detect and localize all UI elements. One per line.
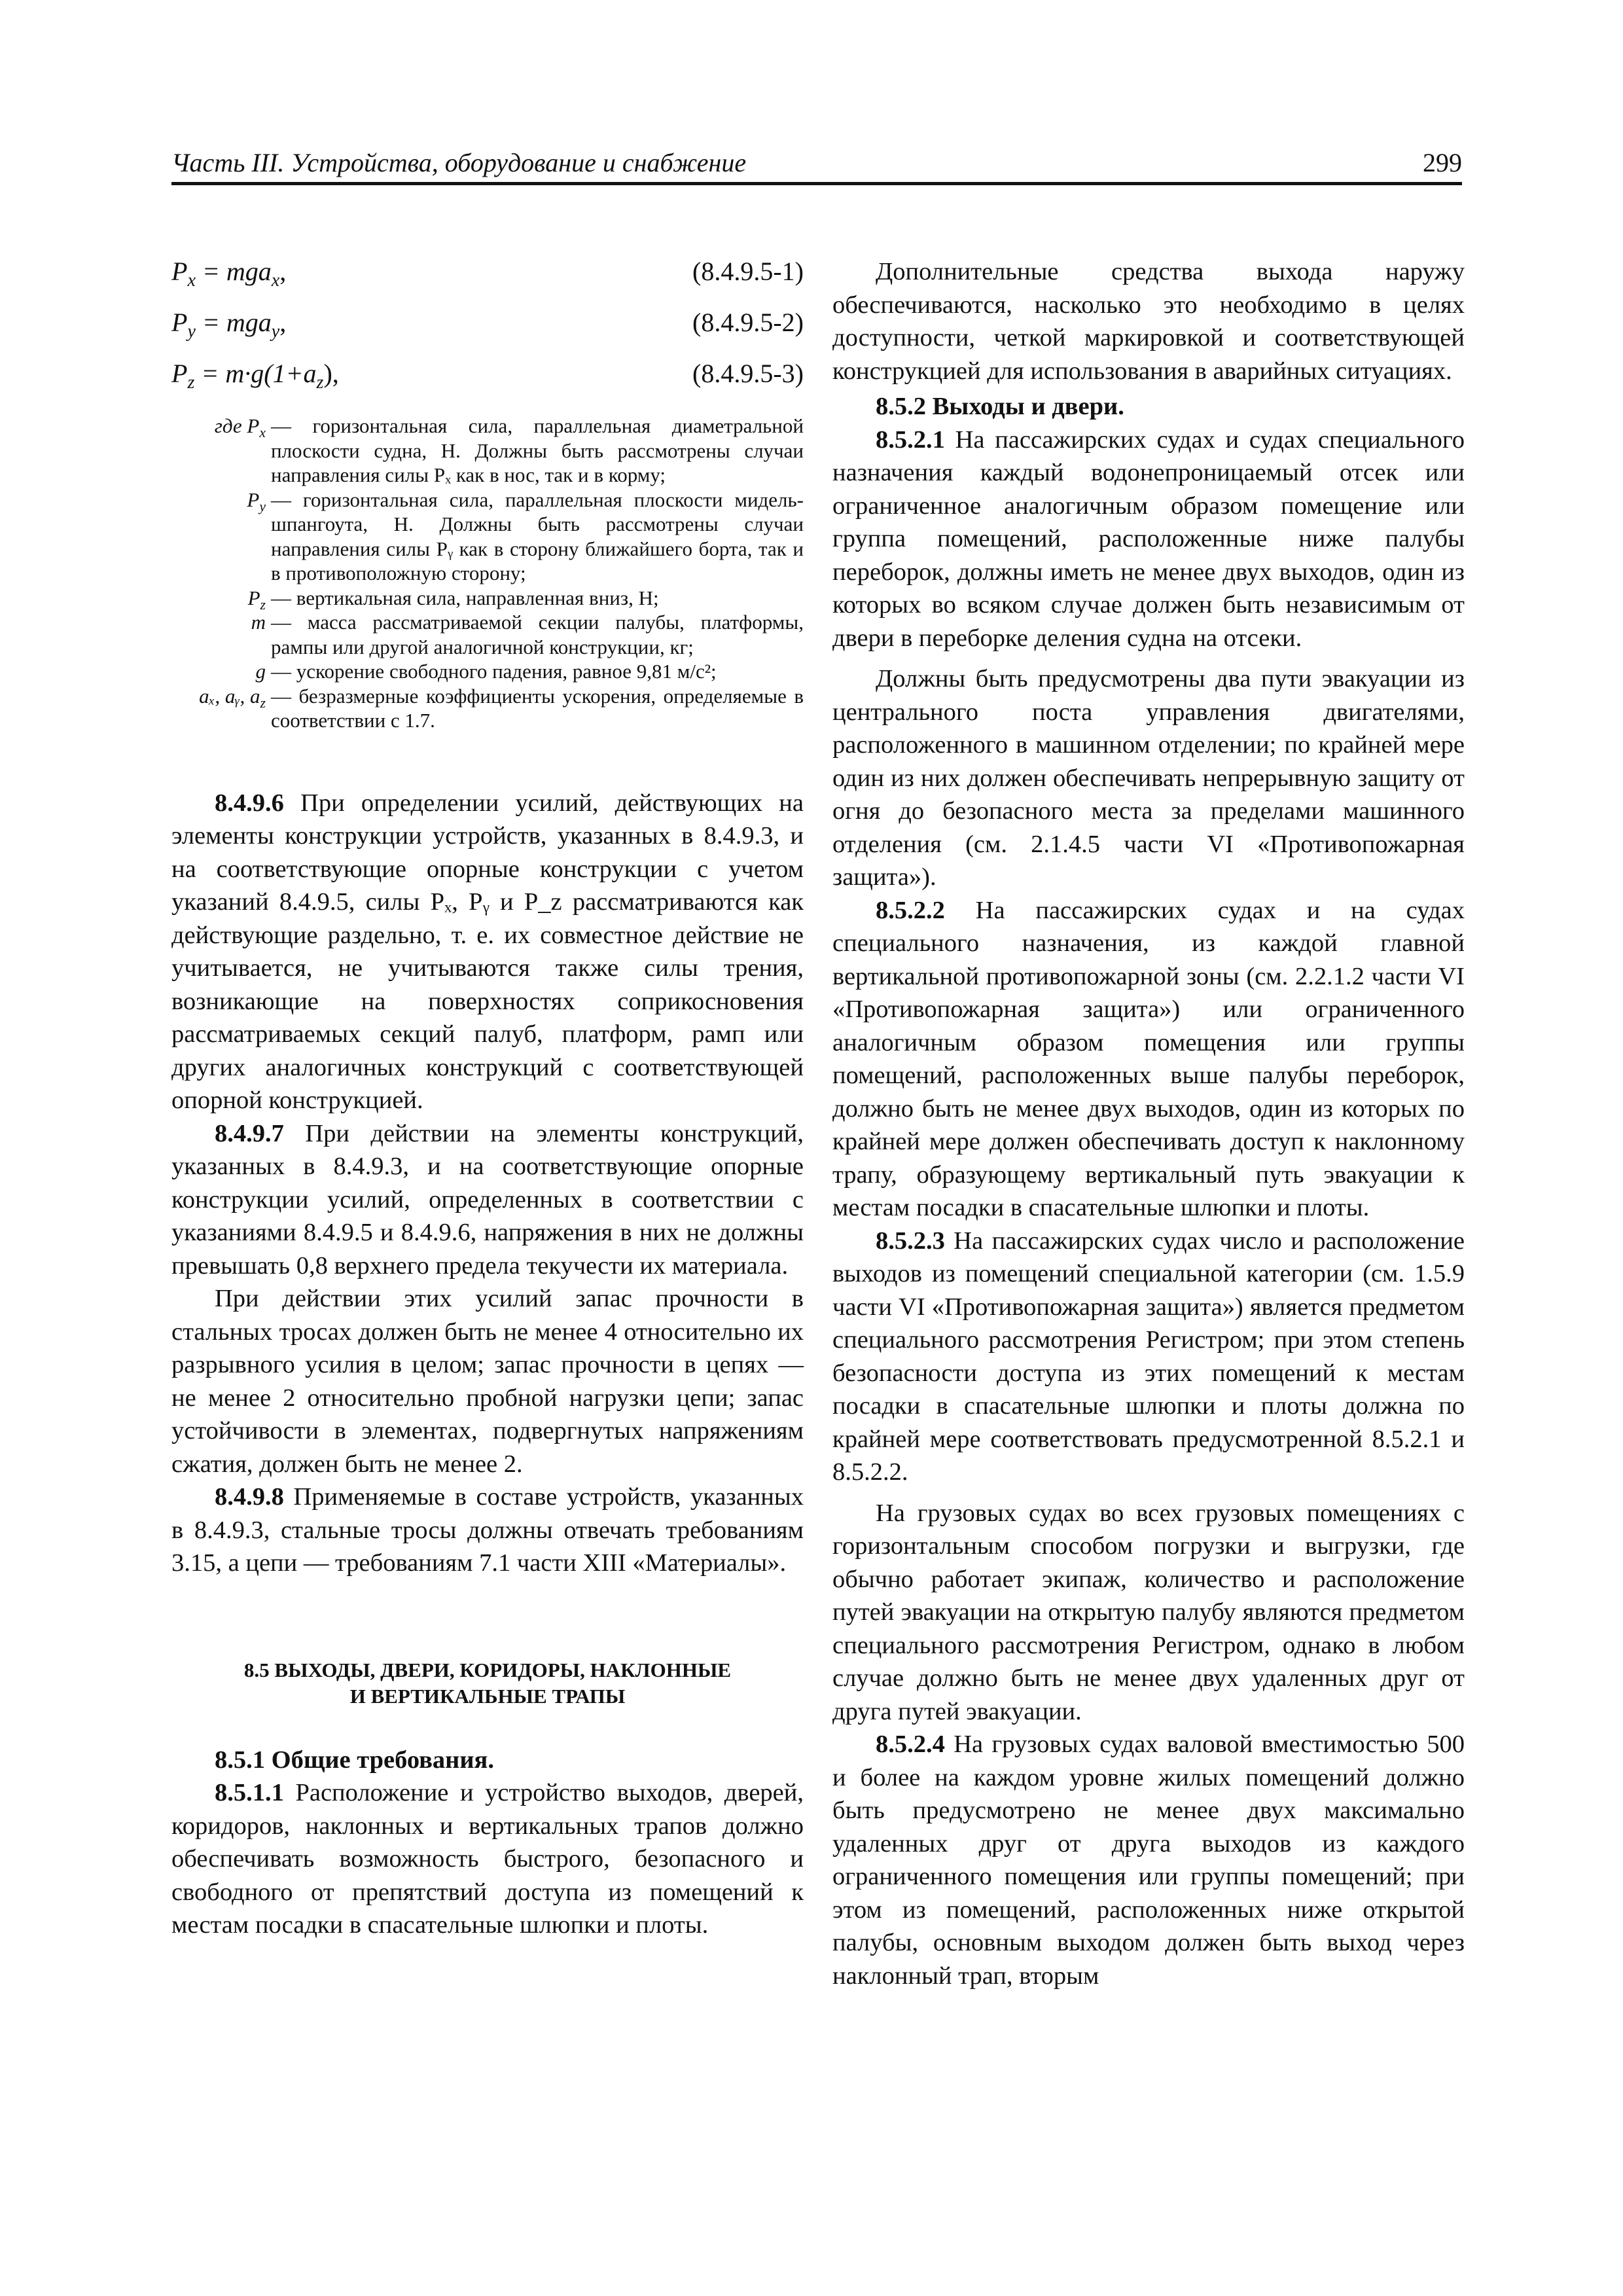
running-header (171, 143, 1462, 185)
paragraph-8-5-2-4: 8.5.2.4 На грузовых судах валовой вместимостью 500 и более на каждом уровне жилых помещений должно быть предусмотрено не менее двух максимально удаленных друг от друга выходов из каждого ограниченного помещения или группы помещений; при этом из помещений, расположенных ниже открытой палубы, основным выходом должен быть выход через наклонный трап, вторым (832, 1731, 1465, 1990)
equation-3: $P_z = m\cdot g(1+a_z)$, (8.4.9.5-3) (171, 359, 804, 393)
paragraph-8-5-1-1: 8.5.1.1 Расположение и устройство выходов, дверей, коридоров, наклонных и вертикальных трапов должно обеспечивать возможность быстрого, безопасного и свободного от препятствий доступа из помещений к местам посадки в спасательные шлюпки и плоты. (171, 1779, 804, 1939)
equation-2: $P_y = mga_y$, (8.4.9.5-2) (171, 308, 804, 342)
subsection-title-8-5-2: 8.5.2 Выходы и двери. (876, 393, 1124, 420)
paragraph-8-4-9-7-cont: При действии этих усилий запас прочности в стальных тросах должен быть не менее 4 относительно их разрывного усилия в целом; запас прочности в цепях — не менее 2 относительно пробной нагрузки цепи; запас устойчивости в элементах, подвергнутых напряжениям сжатия, должен быть не менее 2. (171, 1285, 804, 1478)
right-column (832, 255, 1465, 1992)
definition-g: g — ускорение свободного падения, равное 9,81 м/с²; (255, 660, 717, 683)
paragraph-8-4-9-8: 8.4.9.8 Применяемые в составе устройств, указанных в 8.4.9.3, стальные тросы должны отвечать требованиям 3.15, а цепи — требованиям 7.1 части XIII «Материалы». (171, 1483, 804, 1577)
paragraph-8-5-2-2: 8.5.2.2 На пассажирских судах и на судах специального назначения, из каждой главной вертикальной противопожарной зоны (см. 2.2.1.2 части VI «Противопожарная защита») или ограниченного аналогичным образом помещения или группы помещений, расположенных выше палубы переборок, должно быть не менее двух выходов, один из которых по крайней мере должен обеспечивать доступ к наклонному трапу, образующему вертикальный путь эвакуации к местам посадки в спасательные шлюпки и плоты. (832, 896, 1465, 1221)
paragraph-8-5-2-3: 8.5.2.3 На пассажирских судах число и расположение выходов из помещений специальной категории (см. 1.5.9 части VI «Противопожарная защита») является предметом специального рассмотрения Регистром; при этом степень безопасности доступа из этих помещений к местам посадки в спасательные шлюпки и плоты должна по крайней мере соответствовать предусмотренной 8.5.2.1 и 8.5.2.2. (832, 1227, 1465, 1486)
equation-1: $P_x = mga_x$, (8.4.9.5-1) (171, 257, 804, 291)
definition-py: $P_y$ — горизонтальная сила, параллельная плоскости мидель-шпангоута, Н. Должны быть рассмотрены случаи направления силы Pᵧ как в сторону ближайшего борта, так и в противоположную сторону; (247, 488, 804, 584)
definition-px: где $P_x$ — горизонтальная сила, параллельная диаметральной плоскости судна, Н. Должны быть рассмотрены случаи направления силы Pₓ как в нос, так и в корму; (214, 414, 804, 486)
paragraph-8-4-9-6: 8.4.9.6 При определении усилий, действующих на элементы конструкции устройств, указанных в 8.4.9.3, и на соответствующие опорные конструкции с учетом указаний 8.4.9.5, силы Pₓ, Pᵧ и P_z рассматриваются как действующие раздельно, т. е. их совместное действие не учитывается, не учитываются также силы трения, возникающие на поверхностях соприкосновения рассматриваемых секций палуб, платформ, рамп или других аналогичных конструкций с соответствующей опорной конструкцией. (171, 789, 804, 1114)
equation-number: (8.4.9.5-3) (692, 359, 804, 388)
paragraph-8-5-2-3-cont: На грузовых судах во всех грузовых помещениях с горизонтальным способом погрузки и выгрузки, где обычно работает экипаж, количество и расположение путей эвакуации на открытую палубу являются предметом специального рассмотрения Регистром, однако в любом случае должно быть не менее двух удаленных друг от друга путей эвакуации. (832, 1499, 1465, 1725)
section-title: 8.5 ВЫХОДЫ, ДВЕРИ, КОРИДОРЫ, НАКЛОННЫЕ И ВЕРТИКАЛЬНЫЕ ТРАПЫ (243, 1658, 732, 1708)
definition-pz: $P_z$ — вертикальная сила, направленная вниз, Н; (247, 586, 659, 613)
paragraph-8-5-2-1-cont: Должны быть предусмотрены два пути эвакуации из центрального поста управления двигателями, расположенного в машинном отделении; по крайней мере один из них должен обеспечивать непрерывную защиту от огня до безопасного места за пределами машинного отделения (см. 2.1.4.5 части VI «Противопожарная защита»). (832, 665, 1465, 891)
equation-number: (8.4.9.5-1) (692, 257, 804, 286)
equation-number: (8.4.9.5-2) (692, 308, 804, 337)
definition-a: aₓ, aᵧ, $a_z$ — безразмерные коэффициенты ускорения, определяемые в соответствии с 1.7. (199, 684, 804, 732)
paragraph-8-5-2-1: 8.5.2.1 На пассажирских судах и судах специального назначения каждый водонепроницаемый отсек или ограниченное аналогичным образом помещение или группа помещений, расположенные ниже палубы переборок, должны иметь не менее двух выходов, один из которых во всяком случае должен быть независимым от двери в переборке деления судна на отсеки. (832, 425, 1465, 652)
header-title: Часть III. Устройства, оборудование и снабжение (171, 148, 747, 177)
subsection-title-8-5-1: 8.5.1 Общие требования. (215, 1746, 494, 1774)
paragraph-intro: Дополнительные средства выхода наружу обеспечиваются, насколько это необходимо в целях доступности, четкой маркировкой и соответствующей конструкцией для использования в аварийных ситуациях. (832, 258, 1465, 385)
page-number: 299 (1423, 148, 1462, 177)
definition-m: m — масса рассматриваемой секции палубы, платформы, рампы или другой аналогичной конструкции, кг; (251, 611, 804, 658)
left-column (171, 255, 804, 1942)
variable-definitions (171, 414, 804, 733)
paragraph-8-4-9-7: 8.4.9.7 При действии на элементы конструкций, указанных в 8.4.9.3, и на соответствующие опорные конструкции усилий, определенных в соответствии с указаниями 8.4.9.5 и 8.4.9.6, напряжения в них не должны превышать 0,8 верхнего предела текучести их материала. (171, 1119, 804, 1280)
